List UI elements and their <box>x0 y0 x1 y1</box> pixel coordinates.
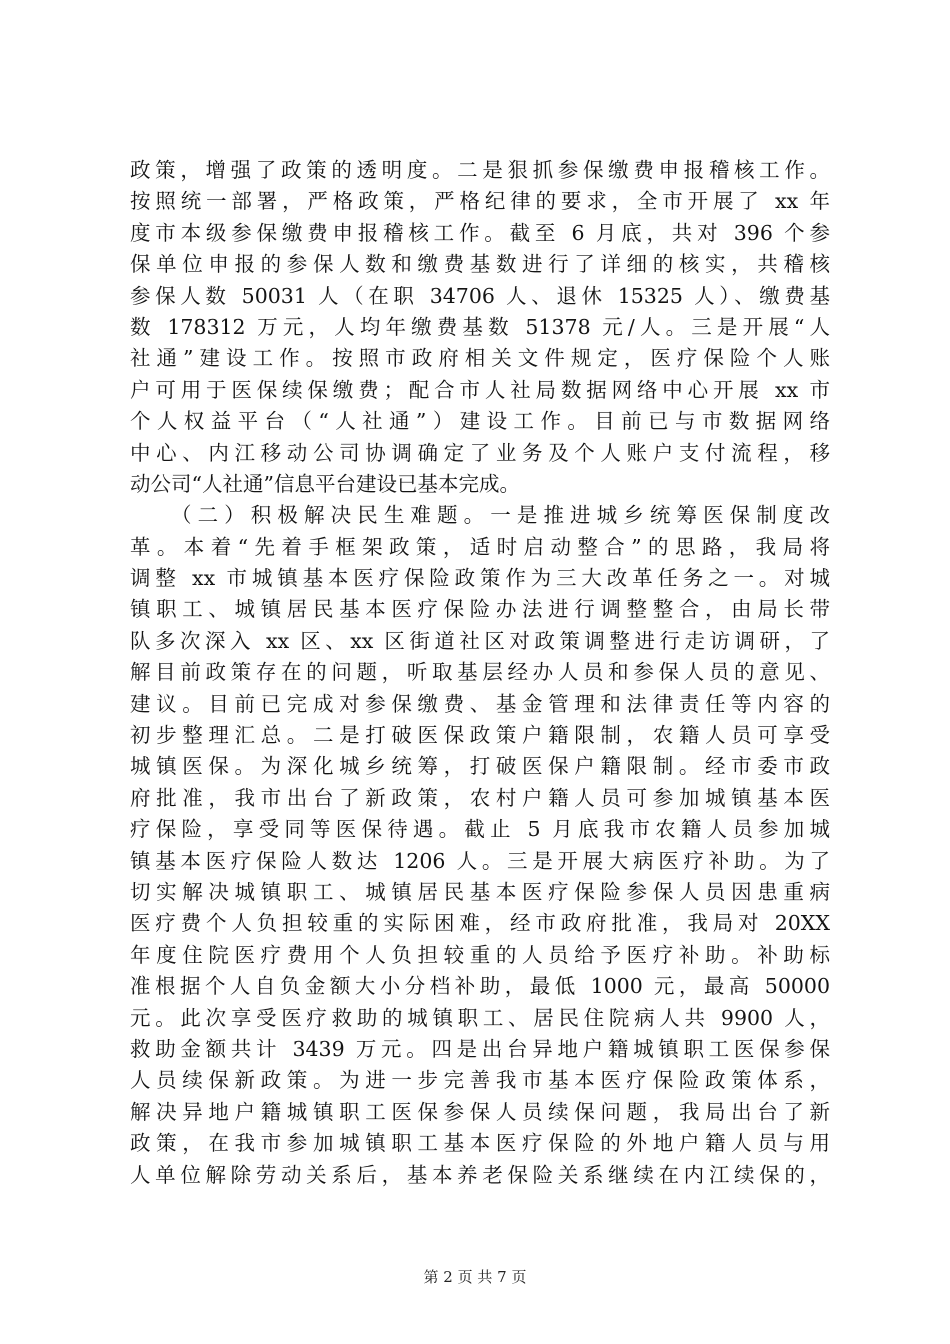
text-line: 元。此次享受医疗救助的城镇职工、居民住院病人共 9900 人， <box>130 1005 830 1030</box>
text-line: 解决异地户籍城镇职工医保参保人员续保问题，我局出台了新 <box>130 1099 830 1124</box>
text-line: 政策，在我市参加城镇职工基本医疗保险的外地户籍人员与用 <box>130 1131 830 1156</box>
text-line: 调整 xx 市城镇基本医疗保险政策作为三大改革任务之一。对城 <box>130 566 830 591</box>
text-line: 城镇医保。为深化城乡统筹，打破医保户籍限制。经市委市政 <box>130 754 830 779</box>
text-line: 社通”建设工作。按照市政府相关文件规定，医疗保险个人账 <box>130 346 830 371</box>
text-line: 数 178312 万元，人均年缴费基数 51378 元/人。三是开展“人 <box>130 314 830 339</box>
text-line: 户可用于医保续保缴费；配合市人社局数据网络中心开展 xx 市 <box>130 377 830 402</box>
text-line: 人单位解除劳动关系后，基本养老保险关系继续在内江续保的， <box>130 1162 830 1187</box>
text-line: 疗保险，享受同等医保待遇。截止 5 月底我市农籍人员参加城 <box>130 817 830 842</box>
text-line: 医疗费个人负担较重的实际困难，经市政府批准，我局对 20XX <box>130 911 830 936</box>
paragraph-start-line: （二）积极解决民生难题。一是推进城乡统筹医保制度改 <box>171 503 830 528</box>
body-text <box>130 155 830 1191</box>
text-line: 初步整理汇总。二是打破医保政策户籍限制，农籍人员可享受 <box>130 723 830 748</box>
text-line: 准根据个人自负金额大小分档补助，最低 1000 元，最高 50000 <box>130 974 830 999</box>
text-line: 人员续保新政策。为进一步完善我市基本医疗保险政策体系， <box>130 1068 830 1093</box>
text-line: 救助金额共计 3439 万元。四是出台异地户籍城镇职工医保参保 <box>130 1036 830 1061</box>
text-line: 府批准，我市出台了新政策，农村户籍人员可参加城镇基本医 <box>130 785 830 810</box>
text-line: 镇基本医疗保险人数达 1206 人。三是开展大病医疗补助。为了 <box>130 848 830 873</box>
text-line: 建议。目前已完成对参保缴费、基金管理和法律责任等内容的 <box>130 691 830 716</box>
text-line: 政策，增强了政策的透明度。二是狠抓参保缴费申报稽核工作。 <box>130 158 830 182</box>
text-line: 动公司“人社通”信息平台建设已基本完成。 <box>130 471 520 496</box>
text-line: 保单位申报的参保人数和缴费基数进行了详细的核实，共稽核 <box>130 252 830 277</box>
text-line: 镇职工、城镇居民基本医疗保险办法进行调整整合，由局长带 <box>130 597 830 622</box>
text-line: 中心、内江移动公司协调确定了业务及个人账户支付流程，移 <box>130 440 830 465</box>
text-line: 切实解决城镇职工、城镇居民基本医疗保险参保人员因患重病 <box>130 879 830 904</box>
text-line: 年度住院医疗费用个人负担较重的人员给予医疗补助。补助标 <box>130 942 830 967</box>
text-line: 队多次深入 xx 区、xx 区街道社区对政策调整进行走访调研，了 <box>130 628 830 653</box>
text-line: 革。本着“先着手框架政策，适时启动整合”的思路，我局将 <box>130 534 830 559</box>
text-line: 个人权益平台（“人社通”）建设工作。目前已与市数据网络 <box>130 409 830 434</box>
page-number-footer: 第 2 页 共 7 页 <box>423 1268 527 1286</box>
text-line: 度市本级参保缴费申报稽核工作。截至 6 月底，共对 396 个参 <box>130 220 830 245</box>
text-line: 按照统一部署，严格政策，严格纪律的要求，全市开展了 xx 年 <box>130 189 830 214</box>
text-line: 解目前政策存在的问题，听取基层经办人员和参保人员的意见、 <box>130 660 830 685</box>
text-line: 参保人数 50031 人（在职 34706 人、退休 15325 人）、缴费基 <box>130 283 830 308</box>
